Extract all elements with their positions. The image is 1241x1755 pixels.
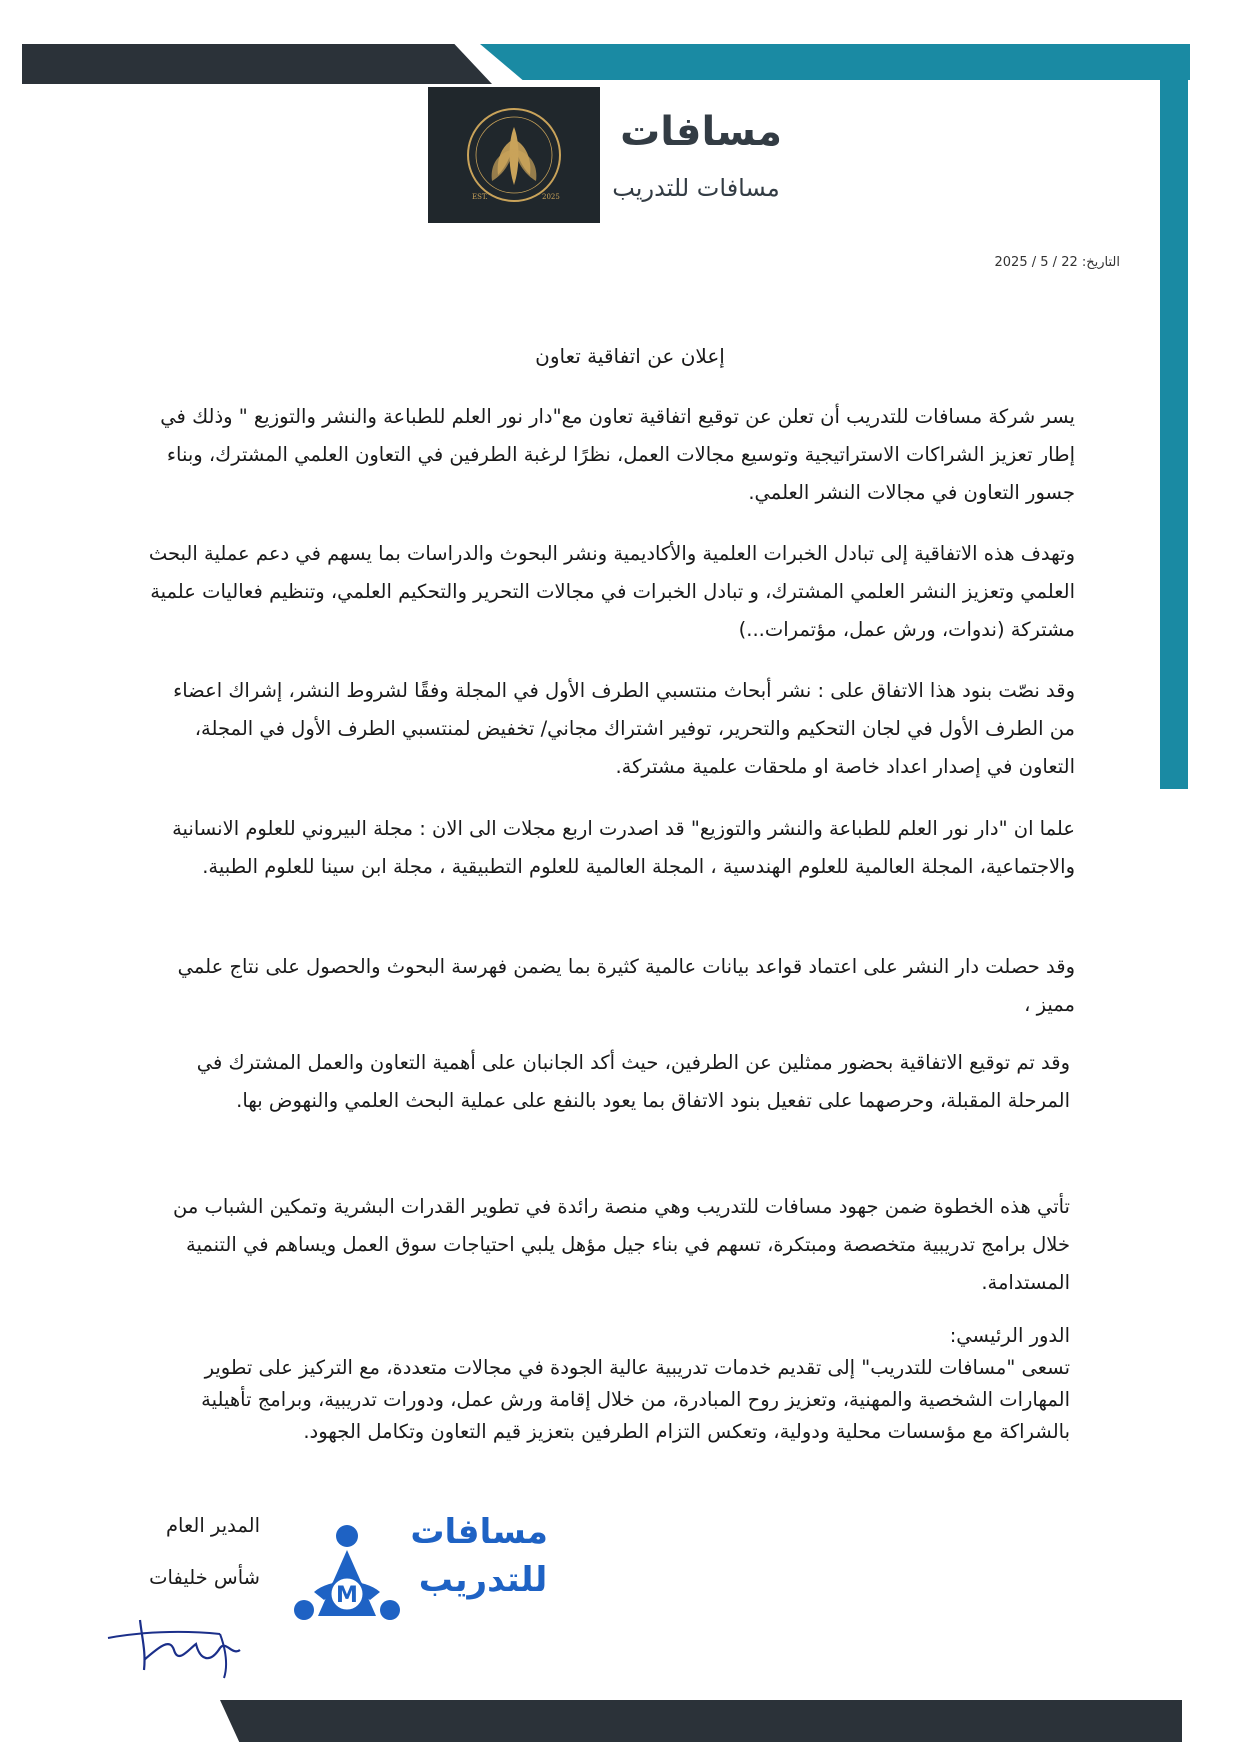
paragraph-main-role: الدور الرئيسي: تسعى "مسافات للتدريب" إلى تقديم خدمات تدريبية عالية الجودة في مجالات متعددة، مع التركيز على تطوير المهارات الشخصية والمهنية، وتعزيز روح المبادرة، من خلال إقامة ورش عمل، ودورات تدريبية، وبرامج تأهيلية بالشراكة مع مؤسسات محلية ودولية، وتعكس التزام الطرفين بتعزيز قيم التعاون وتكامل الجهود. [201,1324,1070,1443]
footer-brand-line2: للتدريب [418,1560,548,1600]
paragraph-signing: وقد تم توقيع الاتفاقية بحضور ممثلين عن الطرفين، حيث أكد الجانبان على أهمية التعاون والعمل المشترك في المرحلة المقبلة، وحرصهما على تفعيل بنود الاتفاق بما يعود بالنفع على عملية البحث العلمي والنهوض بها. [196,1051,1070,1112]
emblem-letter: M [336,1583,358,1608]
footer-brand [410,1508,548,1604]
brand-name: مسافات [620,109,782,155]
paragraph-masafat: تأتي هذه الخطوة ضمن جهود مسافات للتدريب وهي منصة رائدة في تطوير القدرات البشرية وتمكين الشباب من خلال برامج تدريبية متخصصة ومبتكرة، تسهم في بناء جيل مؤهل يلبي احتياجات سوق العمل ويساهم في التنمية المستدامة. [173,1195,1070,1294]
paragraph-databases: وقد حصلت دار النشر على اعتماد قواعد بيانات عالمية كثيرة بما يضمن فهرسة البحوث والحصول على نتاج علمي مميز ، [177,955,1075,1016]
header-dark-band [22,44,492,84]
handwritten-signature [100,1590,270,1680]
logo-year-text: 2025 [542,193,560,201]
letter-date: التاريخ: 22 / 5 / 2025 [994,255,1120,270]
paragraph-goals: وتهدف هذه الاتفاقية إلى تبادل الخبرات العلمية والأكاديمية ونشر البحوث والدراسات بما يسهم في دعم عملية البحث العلمي وتعزيز النشر العلمي المشترك، و تبادل الخبرات في مجالات التحرير والتحكيم العلمي، وتنظيم فعاليات علمية مشتركة (ندوات، ورش عمل، مؤتمرات...) [148,542,1075,641]
signatory-name: شأس خليفات [149,1566,260,1589]
signatory-role: المدير العام [165,1514,260,1537]
paragraph-terms: وقد نصّت بنود هذا الاتفاق على : نشر أبحاث منتسبي الطرف الأول في المجلة وفقًا لشروط النشر، إشراك اعضاء من الطرف الأول في لجان التحكيم والتحرير، توفير اشتراك مجاني/ تخفيض لمنتسبي الطرف الأول في المجلة، التعاون في إصدار اعداد خاصة او ملحقات علمية مشتركة. [173,679,1075,778]
logo-est-text: EST. [472,193,488,201]
laurel-emblem-icon [428,87,600,223]
partner-logo [428,87,600,223]
letter-title: إعلان عن اتفاقية تعاون [535,344,725,368]
footer-brand-line1: مسافات [410,1512,548,1552]
masafat-emblem-icon [292,1520,402,1630]
header-teal-band [480,44,1190,80]
paragraph-journals: علما ان "دار نور العلم للطباعة والنشر والتوزيع" قد اصدرت اربع مجلات الى الان : مجلة البيروني للعلوم الانسانية والاجتماعية، المجلة العالمية للعلوم الهندسية ، المجلة العالمية للعلوم التطبيقية ، مجلة ابن سينا للعلوم الطبية. [172,817,1075,878]
right-teal-stripe [1160,44,1188,789]
footer-dark-band [220,1700,1182,1742]
brand-subtitle: مسافات للتدريب [612,174,780,202]
paragraph-intro: يسر شركة مسافات للتدريب أن تعلن عن توقيع اتفاقية تعاون مع"دار نور العلم للطباعة والنشر والتوزيع " وذلك في إطار تعزيز الشراكات الاستراتيجية وتوسيع مجالات العمل، نظرًا لرغبة الطرفين في التعاون العلمي المشترك، وبناء جسور التعاون في مجالات النشر العلمي. [160,405,1075,504]
